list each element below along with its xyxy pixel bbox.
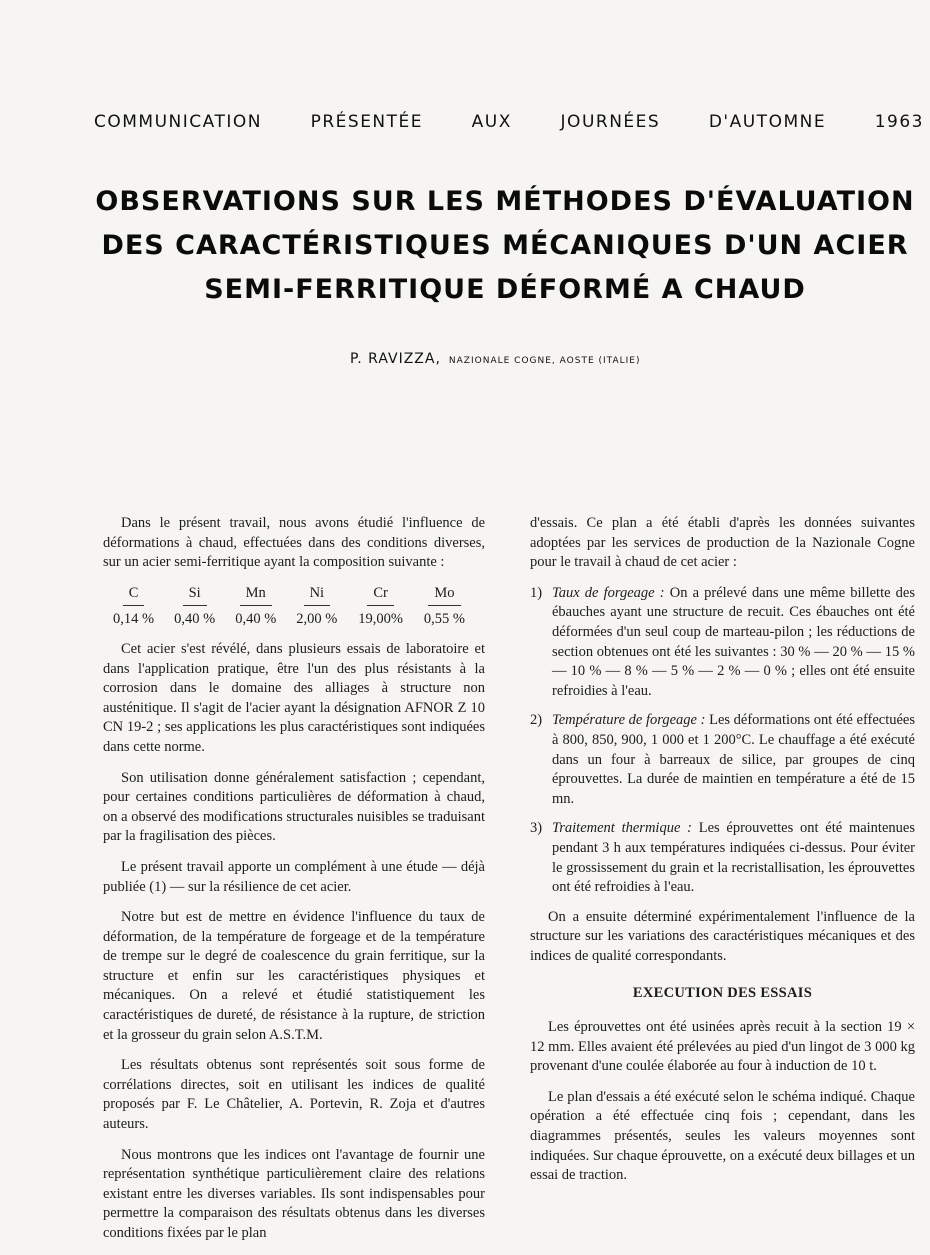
composition-value-row [103, 609, 475, 630]
list-text: Les déformations ont été effectuées à 800, 850, 900, 1 000 et 1 200°C. Le chauffage a été exécuté dans un four à barreaux de silice, par groupes de cinq éprouvettes. La durée de maintien en température a été de 15 mn. [552, 712, 916, 807]
list-lead: Température de forgeage : [552, 712, 706, 729]
element-value: 19,00% [358, 611, 403, 628]
paragraph: d'essais. Ce plan a été établi d'après les données suivantes adoptées par les services de production de la Nazionale Cogne pour le travail à chaud de cet acier : [530, 515, 915, 571]
list-number: 2) [530, 712, 543, 729]
paragraph: Les résultats obtenus sont représentés soit sous forme de corrélations directes, soit en utilisant les indices de qualité proposés par F. Le Châtelier, A. Portevin, R. Zoja et d'autres auteurs. [103, 1057, 485, 1133]
paragraph: Le plan d'essais a été exécuté selon le schéma indiqué. Chaque opération a été effectuée cinq fois ; cependant, dans les diagrammes présentés, seules les valeurs moyennes sont indiquées. Sur chaque éprouvette, on a exécuté deux billages et un essai de traction. [530, 1088, 915, 1184]
element-value: 0,14 % [113, 611, 155, 628]
paragraph: Le présent travail apporte un complément à une étude — déjà publiée (1) — sur la résilience de cet acier. [103, 858, 485, 895]
list-text: On a prélevé dans une même billette des ébauches ayant une structure de recuit. Ces ébauches ont été déformées d'un seul coup de marteau-pilon ; les réductions de section obtenues ont été les suivantes : 30 % — 20 % — 15 % — 10 % — 8 % — 5 % — 2 % — 0 % ; elles ont été ensuite refroidies à l'eau. [552, 584, 915, 699]
paragraph: Nous montrons que les indices ont l'avantage de fournir une représentation synthétique particulièrement claire des relations existant entre les diverses variables. Ils sont indispensables pour permettre la comparaison des résultats obtenus dans les diverses conditions fixées par le plan [103, 1146, 485, 1241]
right-column [530, 514, 915, 1197]
author-name: P. RAVIZZA, [350, 351, 441, 367]
header-word: D'AUTOMNE [708, 112, 827, 132]
composition-table [103, 584, 475, 630]
title-line: OBSERVATIONS SUR LES MÉTHODES D'ÉVALUATION [95, 186, 915, 217]
element-header: C [123, 584, 145, 607]
list-text: Les éprouvettes ont été maintenues pendant 3 h aux températures indiquées ci-dessus. Pour éviter le grossissement du grain et la recristallisation, les éprouvettes ont été refroidies à l'eau. [552, 820, 915, 896]
author-affiliation: NAZIONALE COGNE, AOSTE (ITALIE) [448, 356, 641, 366]
running-header [94, 112, 924, 132]
paragraph: Cet acier s'est révélé, dans plusieurs essais de laboratoire et dans l'application pratique, être l'un des plus résistants à la corrosion dans le domaine des alliages à structure non austénitique. Il s'agit de l'acier ayant la désignation AFNOR Z 10 CN 19-2 ; ses applications les plus caractéristiques sont indiquées dans cette norme. [103, 640, 485, 755]
element-header: Mo [428, 584, 460, 607]
element-header: Si [183, 584, 207, 607]
paragraph: On a ensuite déterminé expérimentalement l'influence de la structure sur les variations des caractéristiques mécaniques et des indices de qualité correspondants. [530, 908, 915, 964]
element-header: Mn [240, 584, 272, 607]
title-line: DES CARACTÉRISTIQUES MÉCANIQUES D'UN ACIER [101, 230, 909, 261]
paragraph: Notre but est de mettre en évidence l'influence du taux de déformation, de la température de forgeage et de la température de trempe sur le degré de coalescence du grain ferritique, sur la structure et enfin sur les caractéristiques physiques et mécaniques. On a relevé et étudié statistiquement les caractéristiques de dureté, de résistance à la rupture, de striction et la grosseur du grain selon A.S.T.M. [103, 909, 485, 1043]
header-word: COMMUNICATION [94, 112, 262, 132]
left-column [103, 514, 485, 1255]
list-item [530, 584, 915, 702]
header-word: PRÉSENTÉE [310, 112, 424, 132]
element-value: 2,00 % [296, 611, 338, 628]
list-item [530, 711, 915, 809]
section-heading: EXECUTION DES ESSAIS [632, 985, 813, 1002]
header-word: AUX [471, 112, 512, 132]
list-number: 1) [530, 584, 543, 601]
list-item [530, 819, 915, 897]
paragraph: Son utilisation donne généralement satisfaction ; cependant, pour certaines conditions particulières de déformation à chaud, on a observé des modifications structurales nuisibles se traduisant par la fragilisation des pièces. [103, 769, 485, 845]
list-lead: Taux de forgeage : [552, 584, 665, 601]
element-header: Ni [304, 584, 331, 607]
element-value: 0,40 % [174, 611, 216, 628]
list-lead: Traitement thermique : [552, 820, 692, 837]
composition-header-row [103, 584, 475, 610]
paragraph: Les éprouvettes ont été usinées après recuit à la section 19 × 12 mm. Elles avaient été prélevées au pied d'un lingot de 3 000 kg provenant d'une coulée élaborée au four à induction de 10 t. [530, 1019, 915, 1075]
list-number: 3) [530, 820, 543, 837]
element-value: 0,40 % [235, 611, 277, 628]
element-header: Cr [367, 584, 394, 607]
author-line [350, 348, 640, 367]
element-value: 0,55 % [423, 611, 465, 628]
article-title [80, 180, 930, 312]
title-line: SEMI-FERRITIQUE DÉFORMÉ A CHAUD [204, 274, 806, 305]
header-word: JOURNÉES [560, 112, 661, 132]
paragraph: Dans le présent travail, nous avons étudié l'influence de déformations à chaud, effectuées dans des conditions diverses, sur un acier semi-ferritique ayant la composition suivante : [103, 515, 485, 571]
header-year: 1963 [874, 112, 924, 132]
